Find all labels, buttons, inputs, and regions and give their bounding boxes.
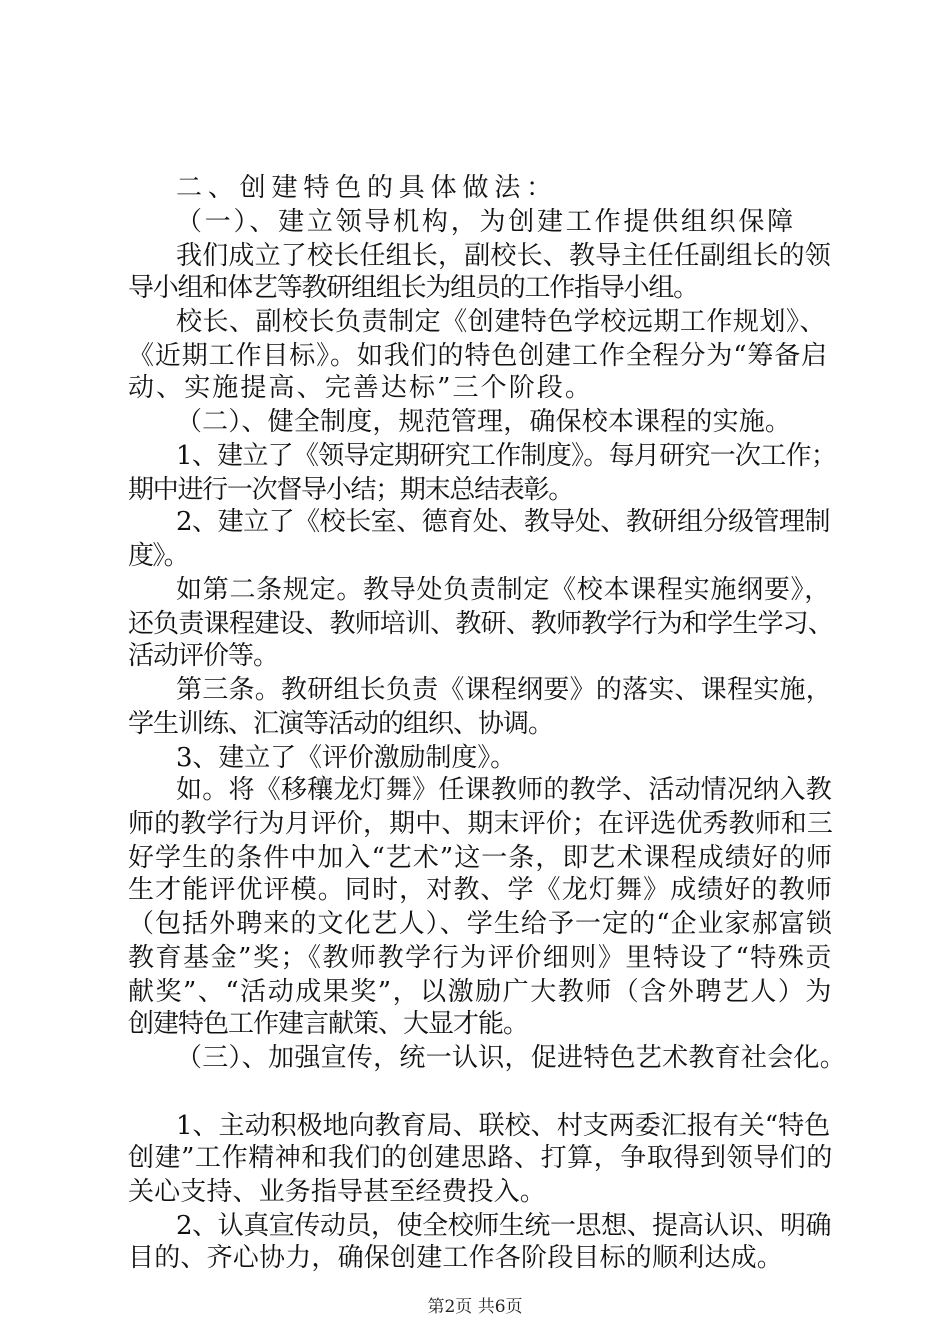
subsection-heading: （二）、健全制度，规范管理，确保校本课程的实施。 xyxy=(176,407,792,437)
paragraph-line: 我们成立了校长任组长，副校长、教导主任任副组长的领 xyxy=(176,241,832,271)
paragraph-line: （包括外聘来的文化艺人）、学生给予一定的“企业家郝富锁 xyxy=(128,909,833,939)
page-number-footer: 第2页 共6页 xyxy=(427,1297,523,1317)
paragraph-line: 1、建立了《领导定期研究工作制度》。每月研究一次工作； xyxy=(176,441,837,471)
paragraph-line: 生才能评优评模。同时，对教、学《龙灯舞》成绩好的教师 xyxy=(128,875,833,905)
paragraph-line: 《近期工作目标》。如我们的特色创建工作全程分为“筹备启 xyxy=(128,341,829,371)
paragraph-line: 目的、齐心协力，确保创建工作各阶段目标的顺利达成。 xyxy=(128,1243,784,1273)
paragraph-line: 期中进行一次督导小结；期末总结表彰。 xyxy=(128,475,573,505)
paragraph-line: 导小组和体艺等教研组组长为组员的工作指导小组。 xyxy=(128,273,698,303)
paragraph-line: 学生训练、汇演等活动的组织、协调。 xyxy=(128,709,554,739)
paragraph-line: 动、实施提高、完善达标”三个阶段。 xyxy=(128,373,593,403)
paragraph-line: 度》。 xyxy=(128,541,188,571)
paragraph-line: 3、建立了《评价激励制度》。 xyxy=(176,743,517,773)
paragraph-line: 好学生的条件中加入“艺术”这一条，即艺术课程成绩好的师 xyxy=(128,843,833,873)
paragraph-line: 献奖”、“活动成果奖”，以激励广大教师（含外聘艺人）为 xyxy=(128,977,833,1007)
paragraph-line: 如。将《移穰龙灯舞》任课教师的教学、活动情况纳入教 xyxy=(176,775,833,805)
paragraph-line: 如第二条规定。教导处负责制定《校本课程实施纲要》， xyxy=(176,575,832,605)
paragraph-line: 师的教学行为月评价，期中、期末评价；在评选优秀教师和三 xyxy=(128,809,833,839)
subsection-heading: （三）、加强宣传，统一认识，促进特色艺术教育社会化。 xyxy=(176,1043,847,1073)
paragraph-line: 活动评价等。 xyxy=(128,641,279,671)
paragraph-line: 创建特色工作建言献策、大显才能。 xyxy=(128,1009,529,1039)
paragraph-line: 2、建立了《校长室、德育处、教导处、教研组分级管理制 xyxy=(176,507,831,537)
paragraph-line: 第三条。教研组长负责《课程纲要》的落实、课程实施， xyxy=(176,675,833,705)
paragraph-line: 2、认真宣传动员，使全校师生统一思想、提高认识、明确 xyxy=(176,1211,832,1241)
section-heading: 二、创建特色的具体做法： xyxy=(176,173,558,203)
paragraph-line: 还负责课程建设、教师培训、教研、教师教学行为和学生学习、 xyxy=(128,609,834,639)
paragraph-line: 创建”工作精神和我们的创建思路、打算，争取得到领导们的 xyxy=(128,1143,833,1173)
paragraph-line: 1、主动积极地向教育局、联校、村支两委汇报有关“特色 xyxy=(176,1111,831,1141)
subsection-heading: （一）、建立领导机构，为创建工作提供组织保障 xyxy=(176,207,796,237)
paragraph-line: 关心支持、业务指导甚至经费投入。 xyxy=(128,1177,546,1207)
paragraph-line: 校长、副校长负责制定《创建特色学校远期工作规划》、 xyxy=(176,307,827,337)
paragraph-line: 教育基金”奖；《教师教学行为评价细则》里特设了“特殊贡 xyxy=(128,943,833,973)
